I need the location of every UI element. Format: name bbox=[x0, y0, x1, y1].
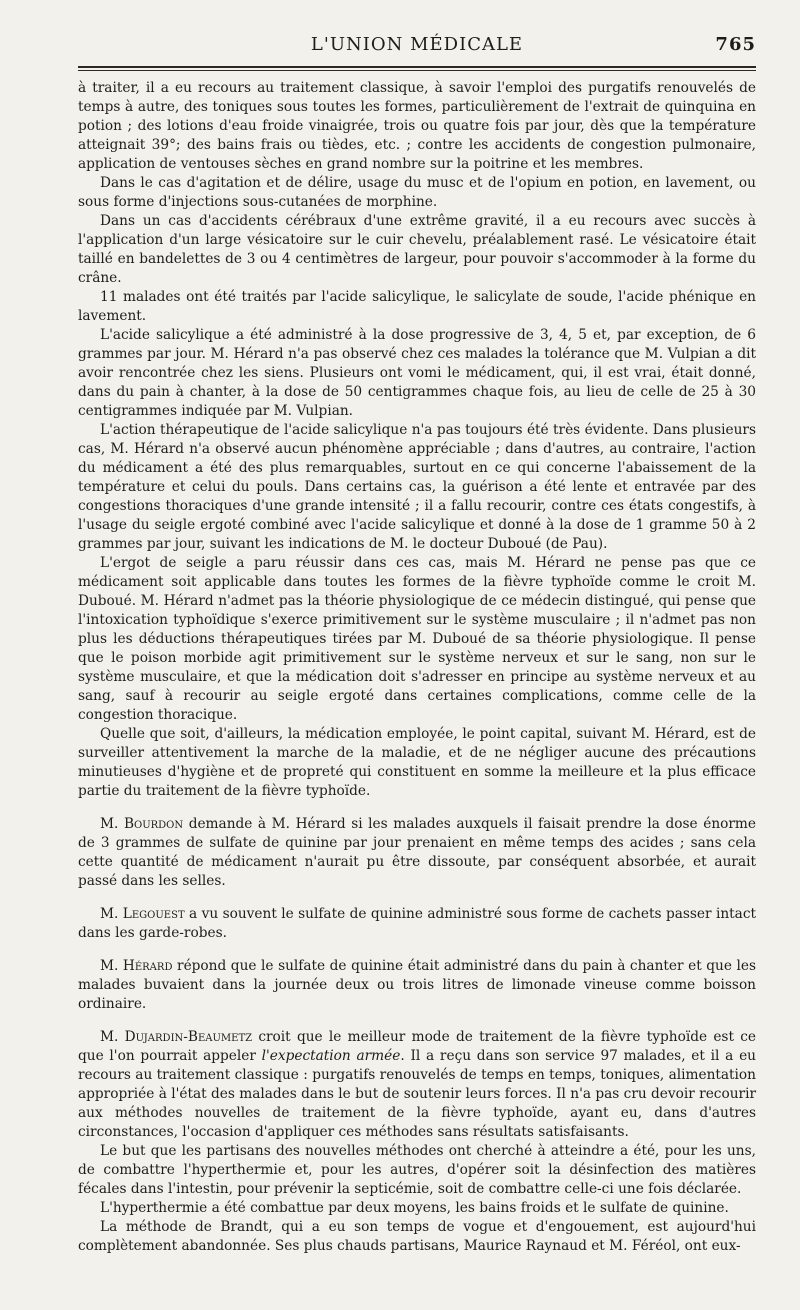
paragraph: L'hyperthermie a été combattue par deux moyens, les bains froids et le sulfate de quinine. bbox=[100, 1200, 729, 1216]
speech-dujardin-beaumetz: M. Dujardin-Beaumetz croit que le meilleur mode de traitement de la fièvre typhoïde est ce que l'on pourrait appeler l'expectation armée. Il a reçu dans son service 97 malades, et il a eu recours au traitement classique : purgatifs renouvelés de temps en temps, toniques, alimentation appropriée à l'état des malades dans le but de soutenir leurs forces. Il n'a pas cru devoir recourir aux méthodes nouvelles de traitement de la fièvre typhoïde, ayant eu, dans d'autres circonstances, l'occasion d'appliquer ces méthodes sans résultats satisfaisants. bbox=[78, 1029, 756, 1140]
speech-legouest: M. Legouest a vu souvent le sulfate de quinine administré sous forme de cachets passer intact dans les garde-robes. bbox=[78, 906, 756, 941]
header-rule bbox=[78, 66, 756, 71]
journal-title: L'UNION MÉDICALE bbox=[310, 34, 524, 55]
speech-herard: M. Hérard répond que le sulfate de quinine était administré dans du pain à chanter et que les malades buvaient dans la journée deux ou trois litres de limonade vineuse comme boisson ordinaire. bbox=[78, 958, 756, 1012]
running-header bbox=[78, 30, 756, 64]
italic-term: l'expectation armée bbox=[261, 1048, 401, 1064]
paragraph: Quelle que soit, d'ailleurs, la médication employée, le point capital, suivant M. Hérard, est de surveiller attentivement la marche de la maladie, et de ne négliger aucune des précautions minutieuses d'hygiène et de propreté qui constituent en somme la meilleure et la plus efficace partie du traitement de la fièvre typhoïde. bbox=[78, 726, 756, 799]
paragraph: Dans un cas d'accidents cérébraux d'une extrême gravité, il a eu recours avec succès à l'application d'un large vésicatoire sur le cuir chevelu, préalablement rasé. Le vésicatoire était taillé en bandelettes de 3 ou 4 centimètres de largeur, pour pouvoir s'accommoder à la forme du crâne. bbox=[78, 213, 756, 286]
paragraph: à traiter, il a eu recours au traitement classique, à savoir l'emploi des purgatifs renouvelés de temps à autre, des toniques sous toutes les formes, particulièrement de l'extrait de quinquina en potion ; des lotions d'eau froide vinaigrée, trois ou quatre fois par jour, dès que la température atteignait 39°; des bains frais ou tièdes, etc. ; contre les accidents de congestion pulmonaire, application de ventouses sèches en grand nombre sur la poitrine et les membres. bbox=[78, 80, 756, 172]
paragraph: Le but que les partisans des nouvelles méthodes ont cherché à atteindre a été, pour les uns, de combattre l'hyperthermie et, pour les autres, d'opérer soit la désinfection des matières fécales dans l'intestin, pour prévenir la septicémie, soit de combattre celle-ci une fois déclarée. bbox=[78, 1143, 756, 1197]
speaker-name: Legouest bbox=[122, 906, 185, 922]
paragraph: L'acide salicylique a été administré à la dose progressive de 3, 4, 5 et, par exception, de 6 grammes par jour. M. Hérard n'a pas observé chez ces malades la tolérance que M. Vulpian a dit avoir rencontrée chez les siens. Plusieurs ont vomi le médicament, qui, il est vrai, était donné, dans du pain à chanter, à la dose de 50 centigrammes chaque fois, au lieu de celle de 25 à 30 centigrammes indiquée par M. Vulpian. bbox=[78, 327, 756, 419]
paragraph: L'action thérapeutique de l'acide salicylique n'a pas toujours été très évidente. Dans plusieurs cas, M. Hérard n'a observé aucun phénomène appréciable ; dans d'autres, au contraire, l'action du médicament a été des plus remarquables, surtout en ce qui concerne l'abaissement de la température et celui du pouls. Dans certains cas, la guérison a été lente et entravée par des congestions thoraciques d'une grande intensité ; il a fallu recourir, contre ces états congestifs, à l'usage du seigle ergoté combiné avec l'acide salicylique et donné à la dose de 1 gramme 50 à 2 grammes par jour, suivant les indications de M. le docteur Duboué (de Pau). bbox=[78, 422, 756, 552]
speaker-name: Bourdon bbox=[123, 816, 184, 832]
paragraph: 11 malades ont été traités par l'acide salicylique, le salicylate de soude, l'acide phénique en lavement. bbox=[78, 289, 756, 324]
speech-bourdon: M. Bourdon demande à M. Hérard si les malades auxquels il faisait prendre la dose énorme de 3 grammes de sulfate de quinine par jour prenaient en même temps des acides ; sans cela cette quantité de médicament n'aurait pu être dissoute, par conséquent absorbée, et aurait passé dans les selles. bbox=[78, 816, 756, 889]
speaker-name: Hérard bbox=[122, 958, 173, 974]
paragraph: L'ergot de seigle a paru réussir dans ces cas, mais M. Hérard ne pense pas que ce médicament soit applicable dans toutes les formes de la fièvre typhoïde comme le croit M. Duboué. M. Hérard n'admet pas la théorie physiologique de ce médecin distingué, qui pense que l'intoxication typhoïdique s'exerce primitivement sur le système musculaire ; il n'admet pas non plus les déductions thérapeutiques tirées par M. Duboué de sa théorie physiologique. Il pense que le poison morbide agit primitivement sur le système nerveux et sur le sang, non sur le système musculaire, et que la médication doit s'adresser en principe au système nerveux et au sang, sauf à recourir au seigle ergoté dans certaines complications, comme celle de la congestion thoracique. bbox=[78, 555, 756, 723]
paragraph: Dans le cas d'agitation et de délire, usage du musc et de l'opium en potion, en lavement, ou sous forme d'injections sous-cutanées de morphine. bbox=[78, 175, 756, 210]
speaker-name: Dujardin-Beaumetz bbox=[124, 1029, 253, 1045]
page-number: 765 bbox=[715, 34, 756, 55]
paragraph: La méthode de Brandt, qui a eu son temps de vogue et d'engouement, est aujourd'hui complètement abandonnée. Ses plus chauds partisans, Maurice Raynaud et M. Féréol, ont eux- bbox=[78, 1219, 756, 1254]
article-body bbox=[78, 79, 756, 1256]
